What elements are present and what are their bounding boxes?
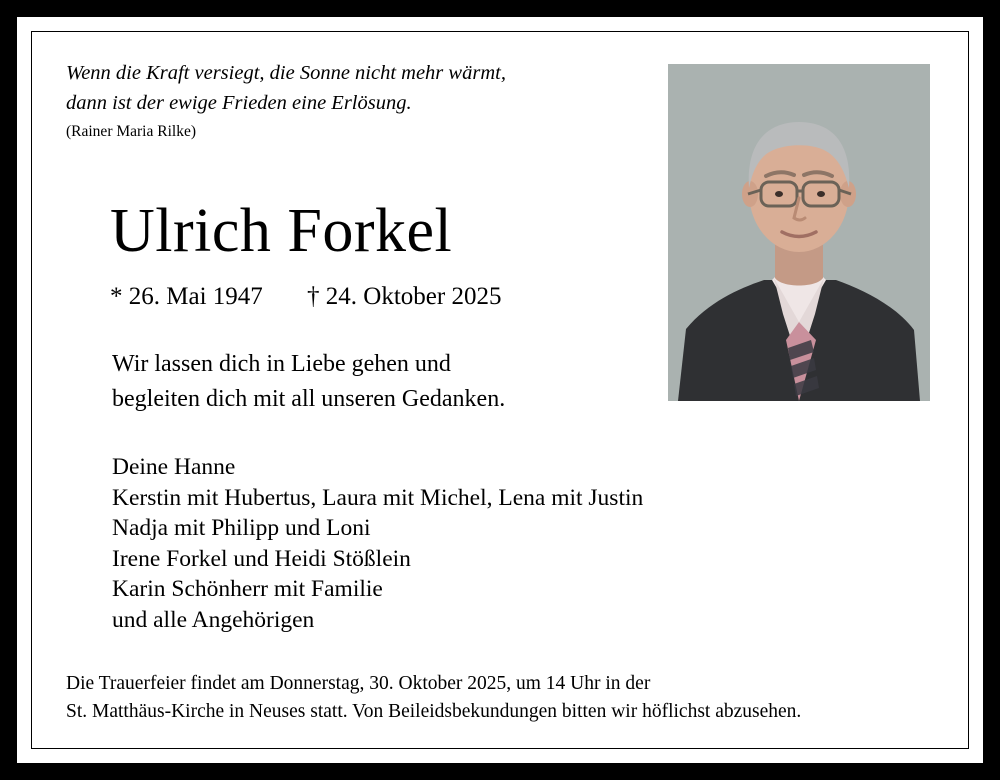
quote-block — [66, 58, 626, 144]
funeral-details — [66, 670, 936, 726]
farewell-line-1: Wir lassen dich in Liebe gehen und — [112, 351, 451, 377]
notice-content — [32, 32, 968, 748]
birth-date: * 26. Mai 1947 — [110, 283, 263, 310]
farewell-text — [112, 347, 632, 417]
quote-line-1: Wenn die Kraft versiegt, die Sonne nicht mehr wärmt, — [66, 62, 506, 84]
funeral-details-line-1: Die Trauerfeier findet am Donnerstag, 30. Oktober 2025, um 14 Uhr in der — [66, 673, 651, 694]
mourner-line: Karin Schönherr mit Familie — [112, 576, 383, 602]
mourner-line: Nadja mit Philipp und Loni — [112, 515, 371, 541]
quote-author: (Rainer Maria Rilke) — [66, 123, 196, 140]
portrait-photo — [668, 64, 930, 401]
farewell-line-2: begleiten dich mit all unseren Gedanken. — [112, 386, 506, 412]
quote-line-2: dann ist der ewige Frieden eine Erlösung. — [66, 92, 412, 114]
mourner-line: Kerstin mit Hubertus, Laura mit Michel, Lena mit Justin — [112, 484, 644, 511]
deceased-name: Ulrich Forkel — [110, 197, 453, 265]
mourner-line: Irene Forkel und Heidi Stößlein — [112, 545, 411, 572]
funeral-details-line-2: St. Matthäus-Kirche in Neuses statt. Von Beileidsbekundungen bitten wir höflichst abzusehen. — [66, 701, 802, 722]
mourner-line: und alle Angehörigen — [112, 606, 315, 633]
mourners-list — [112, 452, 812, 635]
death-date: † 24. Oktober 2025 — [307, 283, 502, 310]
life-dates — [110, 280, 501, 314]
mourner-line: Deine Hanne — [112, 454, 236, 480]
